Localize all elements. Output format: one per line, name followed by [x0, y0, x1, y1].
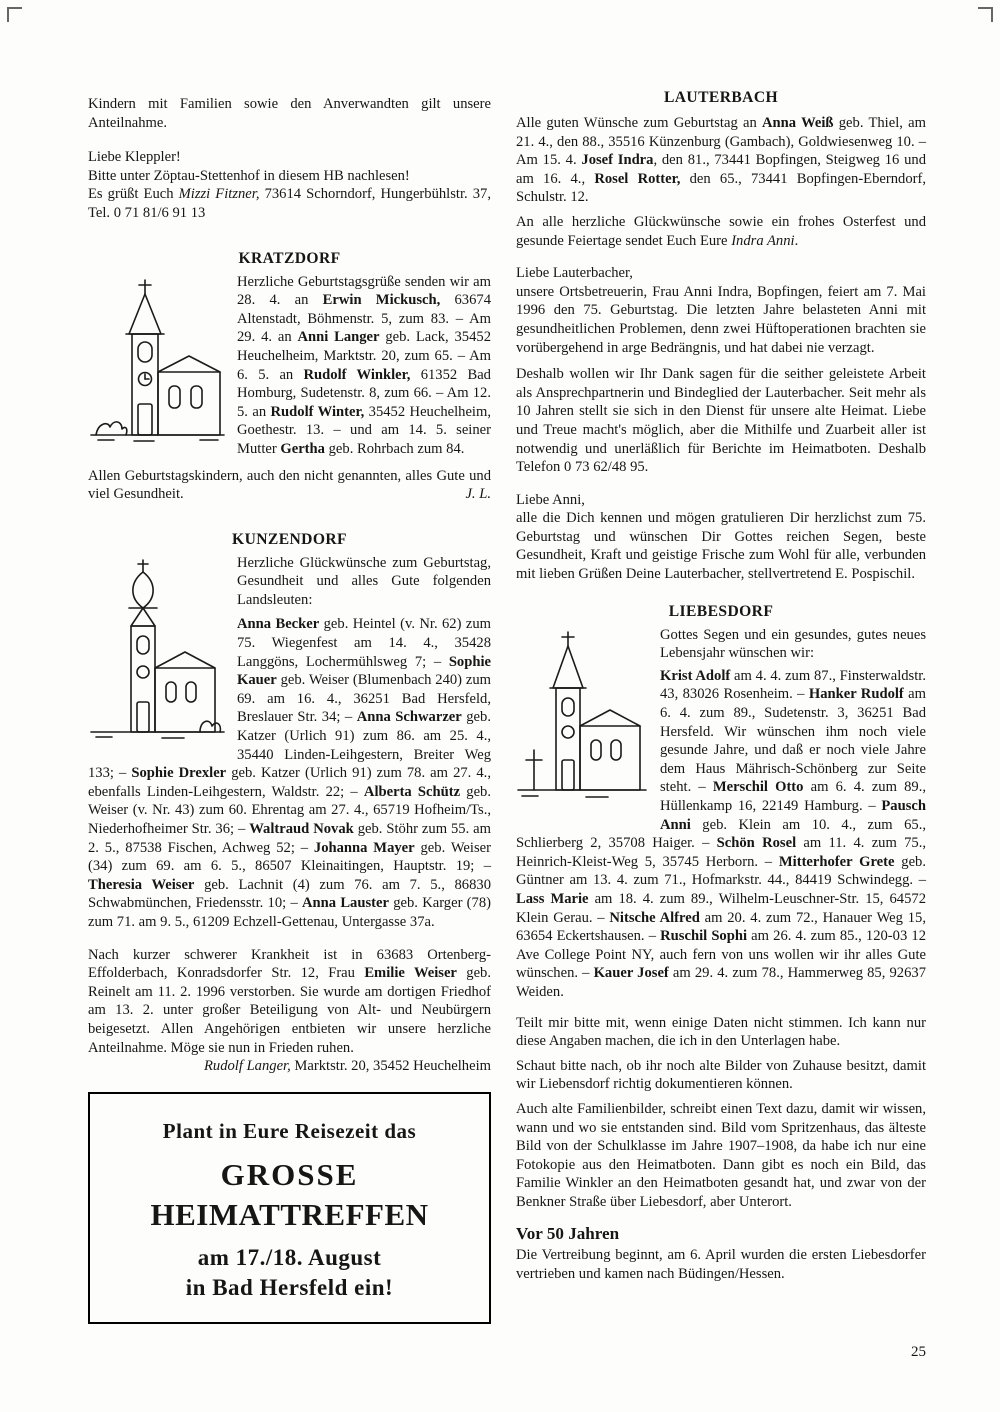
crop-mark-top-right	[978, 7, 993, 22]
liebesdorf-church-illustration	[516, 628, 650, 820]
announcement-place-line: in Bad Hersfeld ein!	[185, 1274, 394, 1300]
lauterbach-birthdays: Alle guten Wünsche zum Geburtstag an Anna Weiß geb. Thiel, am 21. 4., den 88., 35516 Künzenburg (Gambach), Goldwiesenweg 10. – Am 15. 4. Josef Indra, den 81., 73441 Bopfingen, Steigweg 16 und am 16. 4., Rosel Rotter, den 65., 73441 Bopfingen-Eberndorf, Schulstr. 12.	[516, 115, 926, 206]
kratzdorf-church-illustration	[88, 275, 227, 461]
kratzdorf-section	[88, 249, 491, 504]
crop-mark-top-left	[7, 7, 22, 22]
announcement-title-line-2: HEIMATTREFFEN	[150, 1196, 429, 1232]
liebesdorf-section	[516, 602, 926, 1212]
liebesdorf-intro: Gottes Segen und ein gesundes, gutes neues Lebensjahr wünschen wir:	[660, 626, 926, 662]
lauterbach-congrats-paragraph: alle die Dich kennen und mögen gratulieren Dir herzlichst zum 75. Geburtstag und wünschen Dir Gottes reichen Segen, beste Gesundheit, Kraft und geistige Frische zum Wohl für alle, verbunden mit lieben Grüßen Deine Lauterbacher, stellvertretend E. Pospischil.	[516, 510, 926, 583]
kratzdorf-signature: J. L.	[465, 486, 491, 503]
kunzendorf-intro: Herzliche Glückwünsche zum Geburtstag, Gesundheit und alles Gute folgenden Landsleuten:	[237, 554, 491, 608]
kunzendorf-signature: Rudolf Langer, Marktstr. 20, 35452 Heuchelheim	[204, 1058, 491, 1075]
kleppler-greeting: Es grüßt Euch Mizzi Fitzner, 73614 Schorndorf, Hungerbühlstr. 37, Tel. 0 71 81/6 91 13	[88, 186, 491, 221]
left-column	[88, 95, 491, 1324]
kunzendorf-obituary: Nach kurzer schwerer Krankheit ist in 63683 Ortenberg-Effolderbach, Konradsdorfer Str. 12, Frau Emilie Weiser geb. Reinelt am 11. 2. 1996 verstorben. Sie wurde am dortigen Friedhof am 13. 2. unter großer Beteiligung von Alt- und Neubürgern beigesetzt. Allen Angehörigen entbieten wir unsere herzliche Anteilnahme. Möge sie nun in Frieden ruhen.	[88, 946, 492, 1056]
kunzendorf-section	[88, 530, 491, 1076]
kratzdorf-closing	[88, 467, 491, 504]
announcement-date-line: am 17./18. August	[197, 1244, 382, 1270]
lauterbach-thanks-paragraph: Deshalb wollen wir Ihr Dank sagen für die seither geleistete Arbeit als Ansprechpartnerin und Bindeglied der Lauterbacher. Seit mehr als 10 Jahren stellt sie sich in den Dienst für unsere alte Heimat. Liebe und Treue macht's möglich, aber die Mithilfe und Zuarbeit aller ist notwendig und unerläßlich für Berichte im Heimatboten. Deshalb Telefon 0 73 62/48 95.	[516, 366, 926, 476]
liebesdorf-heading: LIEBESDORF	[668, 602, 774, 620]
lauterbach-salutation-1: Liebe Lauterbacher,	[516, 265, 633, 282]
liebesdorf-birthdays: Krist Adolf am 4. 4. zum 87., Finsterwaldstr. 43, 83026 Rosenheim. – Hanker Rudolf am 6. 4. zum 89., Sudetenstr. 3, 36251 Bad Hersfeld. Wir wünschen ihm noch viele gesunde Jahre, und daß er noch viele Jahre dem Haus Mährisch-Schönberg zur Seite steht. – Merschil Otto am 6. 4. zum 89., Hüllenkamp 16, 22149 Hamburg. – Pausch Anni geb. Klein am 10. 4., zum 65., Schlierberg 2, 35708 Haiger. – Schön Rosel am 11. 4. zum 75., Heinrich-Kleist-Weg 5, 35745 Herborn. – Mitterhofer Grete geb. Güntner am 13. 4. zum 71., Hofmarkstr. 44., 84419 Schwindegg. – Lass Marie am 18. 4. zum 89., Wilhelm-Leuschner-Str. 15, 64572 Klein Gerau. – Nitsche Alfred am 20. 4. zum 72., Hanauer Weg 15, 63654 Eckertshausen. – Ruschil Sophi am 26. 4. zum 85., 120-03 12 Ave College Point NY, auch fern von uns wollen wir ihr alles Gute wünschen. – Kauer Josef am 29. 4. zum 78., Hammerweg 85, 92637 Weiden.	[516, 667, 926, 1000]
kleppler-salutation: Liebe Kleppler!	[88, 149, 181, 166]
liebesdorf-data-request: Teilt mir bitte mit, wenn einige Daten nicht stimmen. Ich kann nur diese Angaben machen, die ich in den Unterlagen habe.	[516, 1014, 926, 1050]
kunzendorf-body: Anna Becker geb. Heintel (v. Nr. 62) zum 75. Wiegenfest am 14. 4., 35428 Langgöns, Lochermühlsweg 7; – Sophie Kauer geb. Weiser (Blumenbach 240) zum 69. am 16. 4., 36251 Bad Hersfeld, Breslauer Str. 34; – Anna Schwarzer geb. Katzer (Urlich 91) zum 86. am 25. 4., 35440 Linden-Leihgestern, Breiter Weg 133; – Sophie Drexler geb. Katzer (Urlich 91) zum 78. am 27. 4., ebenfalls Linden-Leihgestern, Waldstr. 22; – Alberta Schütz geb. Weiser (v. Nr. 43) zum 60. Ehrentag am 27. 4., 65719 Hofheim/Ts., Niederhofheimer Str. 36; – Waltraud Novak geb. Stöhr zum 55. am 2. 5., 87538 Fischen, Achweg 52; – Johanna Mayer geb. Weiser (34) zum 69. am 6. 5., 86507 Kleinaitingen, Hauptstr. 19; – Theresia Weiser geb. Lachnit (4) zum 76. am 7. 5., 86830 Schwabmünchen, Friedensstr. 10; – Anna Lauster geb. Karger (78) zum 71. am 9. 5., 61209 Echzell-Gettenau, Untergasse 37a.	[88, 616, 492, 930]
liebesdorf-family-photos: Auch alte Familienbilder, schreibt einen Text dazu, damit wir wissen, wann und wo sie entstanden sind. Bild vom Spritzenhaus, das älteste Bild von der Schulklasse im Jahre 1907–1908, da habe ich nur eine Fotokopie aus den Heimatboten. Dann gibt es noch ein Bild, das Familie Winkler an den Heimatboten gesandt hat, und zwar von der Benkner Straße über Liebesdorf, aber Unterort.	[516, 1100, 926, 1210]
lauterbach-heading: LAUTERBACH	[663, 89, 779, 106]
kleppler-notice	[88, 148, 491, 222]
lauterbach-easter-greeting: An alle herzliche Glückwünsche sowie ein frohes Osterfest und gesunde Feiertage sendet Euch Eure Indra Anni.	[516, 213, 926, 249]
lauterbach-salutation-2: Liebe Anni,	[516, 491, 585, 508]
page-number: 25	[911, 1344, 926, 1360]
vor-50-jahren-section	[516, 1225, 926, 1283]
kratzdorf-body: Herzliche Geburtstagsgrüße senden wir am 28. 4. an Erwin Mickusch, 63674 Altenstadt, Böhmenstr. 5, zum 83. – Am 29. 4. an Anni Langer geb. Lack, 35452 Heuchelheim, Marktstr. 20, zum 65. – Am 6. 5. an Rudolf Winkler, 61352 Bad Homburg, Sudetenstr. 8, zum 66. – Am 12. 5. an Rudolf Winter, 35452 Heuchelheim, Goethestr. 13. – und am 14. 5. seiner Mutter Gertha geb. Rohrbach zum 84.	[237, 273, 491, 457]
lauterbach-anni-paragraph: unsere Ortsbetreuerin, Frau Anni Indra, Bopfingen, feiert am 7. Mai 1996 den 75. Geburtstag. Die letzten Jahre belasteten Anni mit gesundheitlichen Problemen, denn zwei Hüftoperationen brachten sie vorübergehend in arge Bedrängnis, und hat dabei nie verzagt.	[516, 283, 926, 356]
condolence-text: Kindern mit Familien sowie den Anverwandten gilt unsere Anteilnahme.	[88, 96, 491, 131]
kratzdorf-heading: KRATZDORF	[238, 249, 341, 267]
kunzendorf-church-illustration	[88, 556, 227, 758]
kleppler-note: Bitte unter Zöptau-Stettenhof in diesem HB nachlesen!	[88, 167, 410, 184]
announcement-title-line-1: GROSSE	[220, 1156, 359, 1192]
liebesdorf-photos-request: Schaut bitte nach, ob ihr noch alte Bilder von Zuhause besitzt, damit wir Liebensdorf richtig dokumentieren können.	[516, 1057, 926, 1093]
announcement-intro-line: Plant in Eure Reisezeit das	[162, 1118, 417, 1143]
lauterbach-section	[516, 88, 926, 584]
heimattreffen-announcement-box	[88, 1092, 491, 1324]
kratzdorf-closing-text: Allen Geburtstagskindern, auch den nicht genannten, alles Gute und viel Gesundheit.	[88, 467, 491, 503]
right-column	[516, 88, 926, 1283]
vor-50-jahren-heading: Vor 50 Jahren	[516, 1224, 620, 1244]
vor-50-jahren-body: Die Vertreibung beginnt, am 6. April wurden die ersten Liebesdorfer vertrieben und kamen nach Büdingen/Hessen.	[516, 1247, 926, 1282]
kunzendorf-heading: KUNZENDORF	[232, 530, 347, 548]
